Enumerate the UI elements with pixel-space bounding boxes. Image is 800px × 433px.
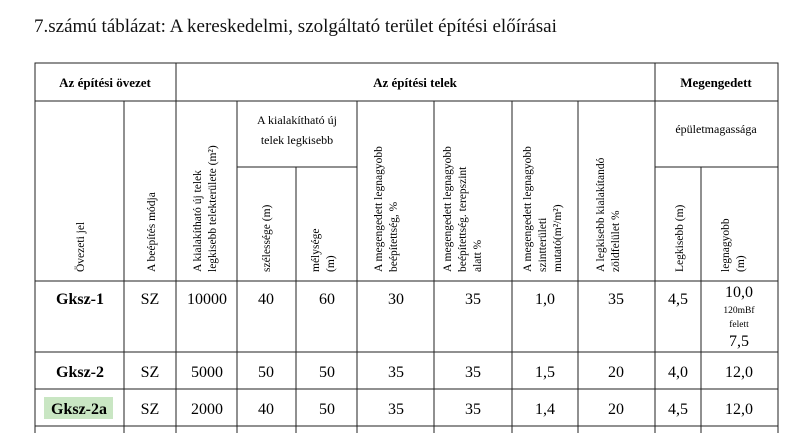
- header-depth-line1: mélysége: [310, 228, 322, 272]
- header-green-line1: A legkisebb kialakítandó: [595, 157, 607, 272]
- height-min: 4,5: [668, 291, 688, 308]
- header-height-max-line1: legnagyobb: [720, 218, 732, 272]
- min-depth: 50: [319, 401, 335, 418]
- header-min-plot-line2: telek legkisebb: [260, 133, 334, 147]
- min-depth: 50: [319, 364, 335, 381]
- zone-code: Gksz-1: [56, 291, 104, 308]
- header-height: épületmagassága: [675, 122, 757, 136]
- max-under: 35: [465, 401, 481, 418]
- header-max-cover-line1: A megengedett legnagyobb: [373, 146, 385, 272]
- build-mode: SZ: [140, 401, 160, 418]
- header-max-under-line1: A megengedett legnagyobb: [442, 146, 454, 272]
- build-mode: SZ: [140, 291, 160, 308]
- max-cover: 30: [388, 291, 404, 308]
- min-green: 35: [608, 291, 624, 308]
- height-min: 4,0: [668, 364, 688, 381]
- height-max-alt: 7,5: [729, 333, 749, 350]
- header-min-area-line1: A kialakítható új telek: [192, 170, 204, 272]
- header-allowed-group: Megengedett: [680, 75, 752, 90]
- max-cover: 35: [388, 364, 404, 381]
- height-max-note-line2: felett: [729, 320, 749, 330]
- zone-code: Gksz-2a: [51, 401, 107, 418]
- header-build-mode: A beépítés módja: [146, 192, 158, 272]
- header-floor-ratio-line1: A megengedett legnagyobb: [522, 146, 534, 272]
- build-mode: SZ: [140, 364, 160, 381]
- zone-code: Gksz-2: [56, 364, 104, 381]
- page-title: 7.számú táblázat: A kereskedelmi, szolgáltató terület építési előírásai: [34, 16, 557, 37]
- floor-ratio: 1,5: [535, 364, 555, 381]
- min-area: 2000: [191, 401, 223, 418]
- height-max-note-line1: 120mBf: [723, 306, 755, 316]
- header-zone-group: Az építési övezet: [59, 75, 151, 90]
- header-min-area-line2: legkisebb telekterülete (m²): [207, 145, 219, 272]
- min-green: 20: [608, 364, 624, 381]
- height-max: 12,0: [725, 364, 753, 381]
- header-floor-ratio-line3: mutató(m²/m²): [552, 204, 564, 272]
- min-width: 40: [258, 401, 274, 418]
- floor-ratio: 1,0: [535, 291, 555, 308]
- header-height-min: Legkisebb (m): [674, 204, 686, 272]
- header-plot-group: Az építési telek: [373, 75, 457, 90]
- min-width: 40: [258, 291, 274, 308]
- header-min-plot-line1: A kialakítható új: [257, 113, 337, 127]
- header-width: szélessége (m): [261, 204, 273, 272]
- height-max: 10,0: [725, 284, 753, 301]
- header-depth-line2: (m): [325, 255, 337, 272]
- min-area: 10000: [187, 291, 227, 308]
- max-under: 35: [465, 364, 481, 381]
- min-depth: 60: [319, 291, 335, 308]
- height-max: 12,0: [725, 401, 753, 418]
- header-max-under-line3: alatt %: [472, 239, 484, 272]
- header-height-max-line2: (m): [735, 255, 747, 272]
- header-green-line2: zöldfelület %: [610, 210, 622, 272]
- table-row: [56, 364, 753, 381]
- height-min: 4,5: [668, 401, 688, 418]
- header-max-cover-line2: beépítettség, %: [388, 201, 400, 272]
- min-area: 5000: [191, 364, 223, 381]
- floor-ratio: 1,4: [535, 401, 555, 418]
- table-row: [56, 284, 755, 350]
- max-cover: 35: [388, 401, 404, 418]
- header-zone-code: Övezeti jel: [75, 221, 87, 272]
- min-green: 20: [608, 401, 624, 418]
- min-width: 50: [258, 364, 274, 381]
- header-max-under-line2: beépítettség. terepszint: [457, 166, 469, 272]
- max-under: 35: [465, 291, 481, 308]
- header-floor-ratio-line2: szintterületi: [537, 217, 549, 272]
- table-row: [51, 401, 753, 418]
